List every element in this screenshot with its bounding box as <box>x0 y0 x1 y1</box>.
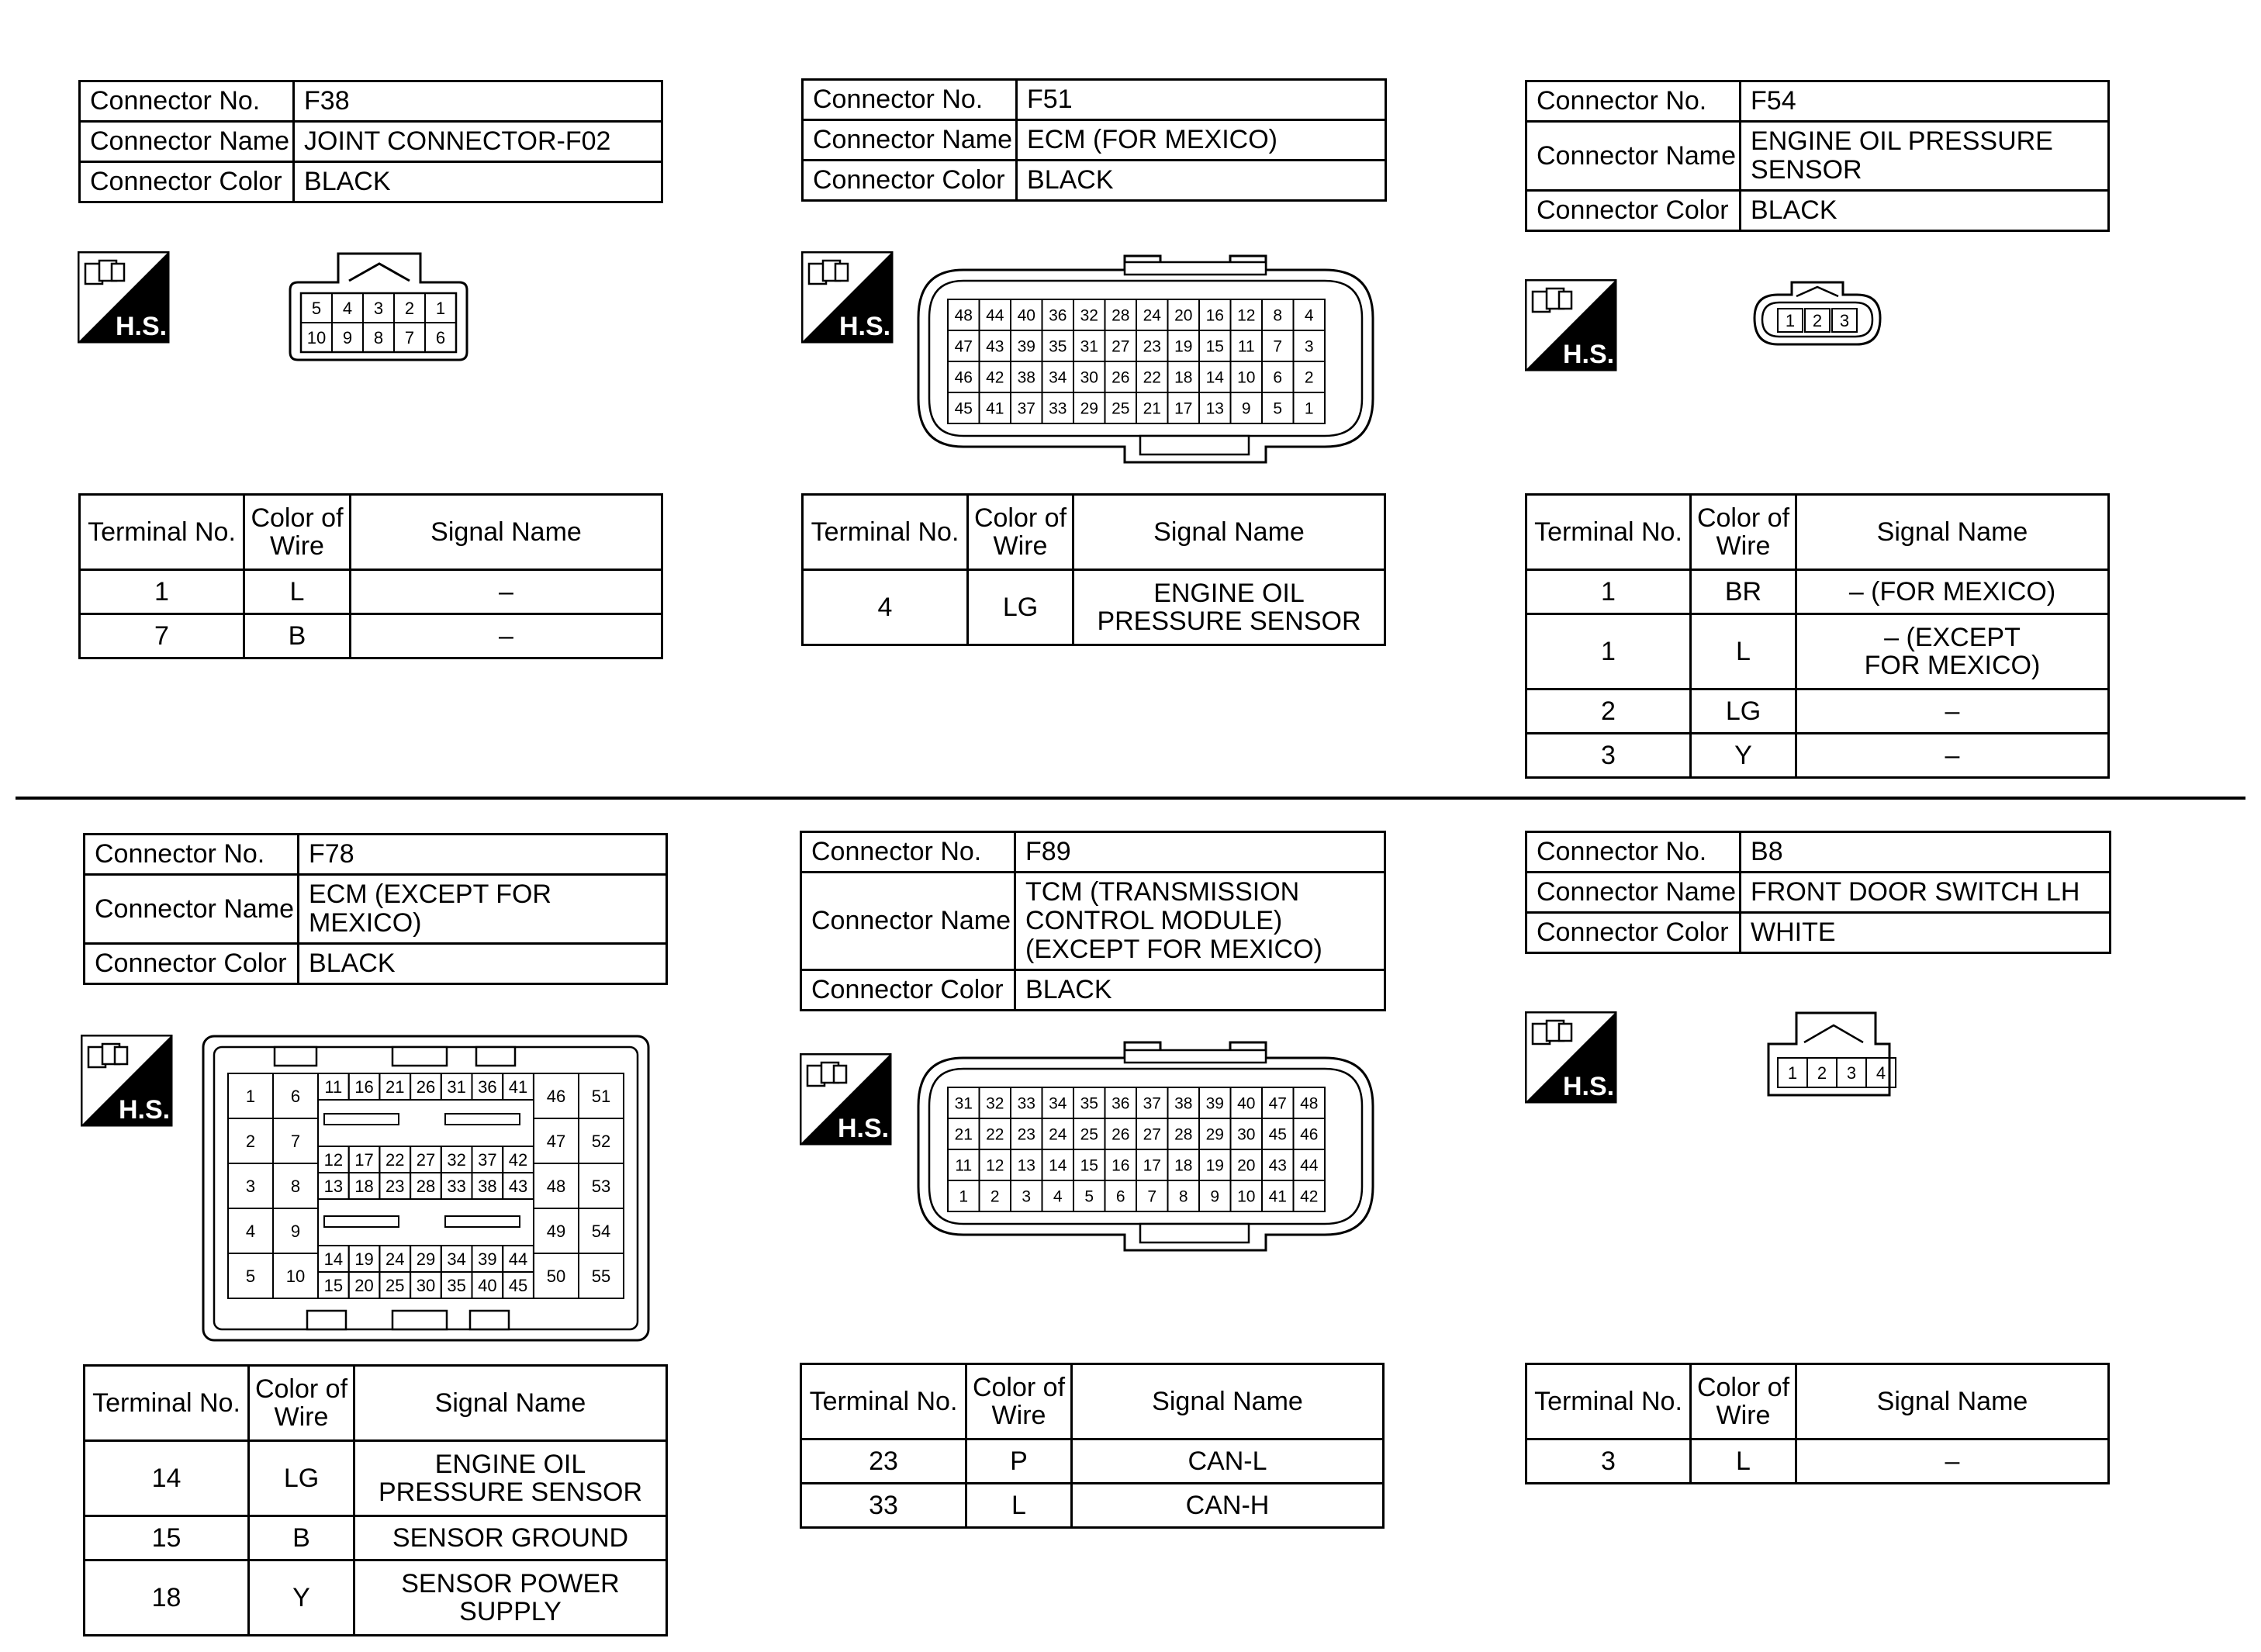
pin-label: 3 <box>1304 337 1314 356</box>
pin-label: 46 <box>1300 1125 1319 1144</box>
pin-label: 29 <box>1205 1125 1224 1144</box>
pin-label: 38 <box>1174 1094 1193 1113</box>
pin-label: 32 <box>447 1149 466 1170</box>
pin-label: 1 <box>245 1086 256 1106</box>
connector-color-label: Connector Color <box>1526 191 1741 231</box>
pin-label: 42 <box>1300 1187 1319 1206</box>
pin-label: 9 <box>1210 1187 1220 1206</box>
hs-label: H.S. <box>118 1095 171 1125</box>
connector-no-label: Connector No. <box>801 832 1015 873</box>
pin-label: 12 <box>1237 306 1256 325</box>
pin-label: 16 <box>1205 306 1224 325</box>
pin-label: 16 <box>1111 1156 1130 1175</box>
pin-label: 23 <box>1017 1125 1035 1144</box>
pin-label: 4 <box>1876 1063 1886 1083</box>
pin-label: 38 <box>1017 368 1035 387</box>
connector-no-label: Connector No. <box>1526 832 1741 873</box>
pin-label: 39 <box>478 1249 497 1269</box>
table-row: 33 L CAN-H <box>801 1484 1384 1528</box>
pin-label: 14 <box>323 1249 344 1269</box>
connector-no-label: Connector No. <box>85 835 299 875</box>
pin-label: 15 <box>1080 1156 1098 1175</box>
pin-label: 43 <box>508 1176 528 1196</box>
pin-label: 19 <box>1174 337 1193 356</box>
harness-side-icon <box>1525 279 1618 372</box>
terminal-table-f78 <box>83 1364 668 1636</box>
connector-no-value: F89 <box>1015 832 1385 873</box>
connector-no-value: F51 <box>1017 80 1386 120</box>
connector-color-value: BLACK <box>1015 970 1385 1011</box>
pin-label: 17 <box>1174 399 1193 418</box>
pin-label: 45 <box>1268 1125 1287 1144</box>
pin-label: 45 <box>508 1275 528 1295</box>
pin-label: 6 <box>290 1086 301 1106</box>
pin-label: 44 <box>986 306 1004 325</box>
pin-label: 47 <box>546 1131 566 1151</box>
terminal-table-f38 <box>78 493 663 659</box>
terminal-no-header: Terminal No. <box>801 1364 966 1439</box>
pin-label: 20 <box>354 1275 374 1295</box>
pin-label: 40 <box>478 1275 497 1295</box>
pin-label: 54 <box>591 1221 611 1241</box>
pin-label: 7 <box>1273 337 1283 356</box>
pin-label: 44 <box>1300 1156 1319 1175</box>
pin-label: 9 <box>342 327 353 347</box>
signal-name-header: Signal Name <box>1073 495 1385 570</box>
connector-name-value: ECM (EXCEPT FOR MEXICO) <box>299 875 667 944</box>
terminal-table-f54 <box>1525 493 2110 779</box>
terminal-table-b8 <box>1525 1363 2110 1484</box>
pin-label: 1 <box>1787 1063 1798 1083</box>
pin-label: 30 <box>1080 368 1098 387</box>
pin-label: 31 <box>954 1094 973 1113</box>
wire-color-header: Color of Wire <box>1691 1364 1796 1439</box>
pin-label: 25 <box>1080 1125 1098 1144</box>
pin-label: 22 <box>385 1149 405 1170</box>
pin-label: 4 <box>245 1221 256 1241</box>
pin-label: 12 <box>986 1156 1004 1175</box>
pin-label: 42 <box>986 368 1004 387</box>
pin-label: 42 <box>508 1149 528 1170</box>
table-row: 2 LG – <box>1526 689 2109 734</box>
pin-label: 49 <box>546 1221 566 1241</box>
pin-label: 25 <box>1111 399 1130 418</box>
pin-label: 1 <box>435 298 446 318</box>
terminal-no-header: Terminal No. <box>80 495 244 570</box>
pin-label: 8 <box>373 327 384 347</box>
connector-name-value: JOINT CONNECTOR-F02 <box>294 122 662 162</box>
pin-label: 11 <box>1237 337 1255 356</box>
pin-label: 12 <box>323 1149 344 1170</box>
pin-label: 28 <box>1174 1125 1193 1144</box>
pin-label: 14 <box>1205 368 1224 387</box>
pin-label: 27 <box>416 1149 436 1170</box>
signal-name-header: Signal Name <box>354 1366 667 1441</box>
pin-label: 25 <box>385 1275 405 1295</box>
table-row: 3 Y – <box>1526 734 2109 778</box>
connector-name-label: Connector Name <box>80 122 294 162</box>
pin-label: 22 <box>986 1125 1004 1144</box>
pin-label: 6 <box>1273 368 1283 387</box>
pin-label: 8 <box>1273 306 1283 325</box>
connector-name-label: Connector Name <box>1526 873 1741 913</box>
pin-label: 10 <box>285 1266 306 1286</box>
pin-label: 9 <box>1241 399 1251 418</box>
pin-label: 24 <box>1143 306 1161 325</box>
terminal-table-f51 <box>801 493 1386 646</box>
connector-color-value: BLACK <box>1741 191 2109 231</box>
connector-no-value: F38 <box>294 81 662 122</box>
connector-name-value: FRONT DOOR SWITCH LH <box>1741 873 2111 913</box>
pin-label: 13 <box>1205 399 1224 418</box>
signal-name-header: Signal Name <box>1072 1364 1384 1439</box>
pin-label: 5 <box>1273 399 1283 418</box>
section-separator <box>16 797 2245 800</box>
connector-no-label: Connector No. <box>1526 81 1741 122</box>
wire-color-header: Color of Wire <box>249 1366 354 1441</box>
pin-label: 10 <box>306 327 327 347</box>
pin-label: 3 <box>1839 311 1850 330</box>
pin-label: 32 <box>986 1094 1004 1113</box>
pin-label: 3 <box>245 1176 256 1196</box>
pin-label: 4 <box>1304 306 1314 325</box>
pin-label: 48 <box>546 1176 566 1196</box>
pin-label: 38 <box>478 1176 497 1196</box>
pin-label: 23 <box>385 1176 405 1196</box>
connector-info-f38 <box>78 80 663 203</box>
terminal-no-header: Terminal No. <box>803 495 968 570</box>
pin-label: 14 <box>1049 1156 1067 1175</box>
pin-label: 30 <box>416 1275 436 1295</box>
pin-label: 17 <box>354 1149 374 1170</box>
connector-color-value: WHITE <box>1741 913 2111 953</box>
pin-label: 5 <box>1084 1187 1094 1206</box>
pin-label: 41 <box>508 1077 528 1097</box>
hs-label: H.S. <box>838 312 891 341</box>
table-row: 15 B SENSOR GROUND <box>85 1516 667 1560</box>
pin-label: 1 <box>1304 399 1314 418</box>
connector-color-label: Connector Color <box>85 944 299 984</box>
pin-label: 39 <box>1205 1094 1224 1113</box>
terminal-no-header: Terminal No. <box>1526 495 1691 570</box>
pin-label: 50 <box>546 1266 566 1286</box>
pin-label: 6 <box>435 327 446 347</box>
pin-label: 2 <box>245 1131 256 1151</box>
pin-label: 39 <box>1017 337 1035 356</box>
table-row: 1 L – <box>80 570 662 614</box>
pin-label: 18 <box>354 1176 374 1196</box>
table-row: 3 L – <box>1526 1439 2109 1484</box>
pin-label: 33 <box>1017 1094 1035 1113</box>
pin-label: 55 <box>591 1266 611 1286</box>
pin-label: 35 <box>1080 1094 1098 1113</box>
pin-label: 29 <box>1080 399 1098 418</box>
connector-name-label: Connector Name <box>1526 122 1741 191</box>
wire-color-header: Color of Wire <box>1691 495 1796 570</box>
pin-label: 40 <box>1017 306 1035 325</box>
hs-label: H.S. <box>1562 1072 1615 1101</box>
connector-info-b8 <box>1525 831 2111 954</box>
connector-info-f51 <box>801 78 1387 202</box>
pin-label: 45 <box>954 399 973 418</box>
pin-label: 31 <box>447 1077 466 1097</box>
pin-label: 26 <box>1111 1125 1130 1144</box>
pin-label: 37 <box>1143 1094 1161 1113</box>
pin-label: 28 <box>1111 306 1130 325</box>
connector-color-label: Connector Color <box>801 970 1015 1011</box>
connector-info-f89 <box>800 831 1386 1011</box>
connector-color-label: Connector Color <box>1526 913 1741 953</box>
connector-face-f51 <box>915 253 1381 467</box>
connector-face-f89 <box>915 1039 1381 1256</box>
pin-label: 47 <box>1268 1094 1287 1113</box>
pin-label: 11 <box>955 1156 973 1175</box>
terminal-no-header: Terminal No. <box>85 1366 249 1441</box>
pin-label: 13 <box>323 1176 344 1196</box>
pin-label: 34 <box>1049 1094 1067 1113</box>
connector-color-label: Connector Color <box>80 162 294 202</box>
pin-label: 20 <box>1237 1156 1256 1175</box>
pin-label: 33 <box>447 1176 466 1196</box>
pin-label: 27 <box>1111 337 1130 356</box>
pin-label: 53 <box>591 1176 611 1196</box>
pin-label: 18 <box>1174 1156 1193 1175</box>
pin-label: 37 <box>478 1149 497 1170</box>
pin-label: 5 <box>311 298 322 318</box>
pin-label: 46 <box>954 368 973 387</box>
pin-label: 41 <box>986 399 1004 418</box>
pin-label: 21 <box>385 1077 405 1097</box>
table-row: 1 L – (EXCEPT FOR MEXICO) <box>1526 614 2109 689</box>
pin-label: 36 <box>1111 1094 1130 1113</box>
connector-no-value: B8 <box>1741 832 2111 873</box>
pin-label: 24 <box>1049 1125 1067 1144</box>
pin-label: 40 <box>1237 1094 1256 1113</box>
pin-label: 13 <box>1017 1156 1035 1175</box>
table-row: 14 LG ENGINE OIL PRESSURE SENSOR <box>85 1441 667 1516</box>
terminal-table-f89 <box>800 1363 1385 1529</box>
pin-label: 47 <box>954 337 973 356</box>
wire-color-header: Color of Wire <box>244 495 351 570</box>
hs-label: H.S. <box>1562 340 1615 369</box>
pin-label: 29 <box>416 1249 436 1269</box>
connector-no-value: F78 <box>299 835 667 875</box>
connector-name-label: Connector Name <box>801 873 1015 970</box>
pin-label: 7 <box>1147 1187 1157 1206</box>
pin-label: 31 <box>1080 337 1098 356</box>
pin-label: 2 <box>1304 368 1314 387</box>
hs-label: H.S. <box>837 1114 890 1143</box>
pin-label: 10 <box>1237 1187 1256 1206</box>
pin-label: 26 <box>416 1077 436 1097</box>
pin-label: 30 <box>1237 1125 1256 1144</box>
table-row: 1 BR – (FOR MEXICO) <box>1526 570 2109 614</box>
connector-info-f78 <box>83 833 668 985</box>
connector-no-label: Connector No. <box>803 80 1017 120</box>
connector-name-label: Connector Name <box>803 120 1017 161</box>
pin-label: 27 <box>1143 1125 1161 1144</box>
harness-side-icon <box>81 1035 174 1128</box>
pin-label: 22 <box>1143 368 1161 387</box>
pin-label: 7 <box>290 1131 301 1151</box>
connector-face-f38 <box>287 250 473 366</box>
pin-label: 46 <box>546 1086 566 1106</box>
pin-label: 19 <box>1205 1156 1224 1175</box>
pin-label: 4 <box>342 298 353 318</box>
pin-label: 23 <box>1143 337 1161 356</box>
connector-name-value: TCM (TRANSMISSION CONTROL MODULE) (EXCEPT FOR MEXICO) <box>1015 873 1385 970</box>
pin-label: 33 <box>1049 399 1067 418</box>
connector-name-label: Connector Name <box>85 875 299 944</box>
pin-label: 34 <box>1049 368 1067 387</box>
connector-face-f54 <box>1751 279 1886 357</box>
pin-label: 26 <box>1111 368 1130 387</box>
pin-label: 36 <box>1049 306 1067 325</box>
pin-label: 20 <box>1174 306 1193 325</box>
connector-color-label: Connector Color <box>803 161 1017 201</box>
pin-label: 19 <box>354 1249 374 1269</box>
pin-label: 15 <box>1205 337 1224 356</box>
pin-label: 34 <box>447 1249 466 1269</box>
connector-name-value: ECM (FOR MEXICO) <box>1017 120 1386 161</box>
pin-label: 3 <box>373 298 384 318</box>
pin-label: 51 <box>591 1086 611 1106</box>
pin-label: 16 <box>354 1077 374 1097</box>
connector-color-value: BLACK <box>1017 161 1386 201</box>
terminal-no-header: Terminal No. <box>1526 1364 1691 1439</box>
pin-label: 4 <box>1053 1187 1063 1206</box>
table-row: 4 LG ENGINE OIL PRESSURE SENSOR <box>803 570 1385 645</box>
connector-name-value: ENGINE OIL PRESSURE SENSOR <box>1741 122 2109 191</box>
pin-label: 28 <box>416 1176 436 1196</box>
pin-label: 1 <box>959 1187 969 1206</box>
pin-label: 2 <box>990 1187 1000 1206</box>
pin-label: 17 <box>1143 1156 1161 1175</box>
connector-info-f54 <box>1525 80 2110 232</box>
signal-name-header: Signal Name <box>1796 1364 2109 1439</box>
table-row: 18 Y SENSOR POWER SUPPLY <box>85 1560 667 1636</box>
connector-color-value: BLACK <box>299 944 667 984</box>
pin-label: 8 <box>290 1176 301 1196</box>
pin-label: 32 <box>1080 306 1098 325</box>
pin-label: 36 <box>478 1077 497 1097</box>
pin-label: 9 <box>290 1221 301 1241</box>
pin-label: 2 <box>404 298 415 318</box>
pin-label: 8 <box>1178 1187 1188 1206</box>
pin-label: 5 <box>245 1266 256 1286</box>
harness-side-icon <box>1525 1011 1618 1104</box>
connector-no-label: Connector No. <box>80 81 294 122</box>
pin-label: 24 <box>385 1249 405 1269</box>
wire-color-header: Color of Wire <box>968 495 1073 570</box>
pin-label: 15 <box>323 1275 344 1295</box>
wire-color-header: Color of Wire <box>966 1364 1072 1439</box>
pin-label: 21 <box>1143 399 1161 418</box>
pin-label: 37 <box>1017 399 1035 418</box>
pin-label: 6 <box>1115 1187 1125 1206</box>
harness-side-icon <box>801 251 894 344</box>
pin-label: 35 <box>447 1275 466 1295</box>
signal-name-header: Signal Name <box>1796 495 2109 570</box>
pin-label: 3 <box>1022 1187 1032 1206</box>
harness-side-icon <box>800 1053 893 1146</box>
pin-label: 11 <box>324 1077 343 1097</box>
pin-label: 2 <box>1817 1063 1827 1083</box>
table-row: 7 B – <box>80 614 662 658</box>
pin-label: 48 <box>1300 1094 1319 1113</box>
hs-label: H.S. <box>115 312 168 341</box>
pin-label: 1 <box>1785 311 1796 330</box>
pin-label: 3 <box>1846 1063 1857 1083</box>
harness-side-icon <box>78 251 171 344</box>
pin-label: 41 <box>1268 1187 1287 1206</box>
connector-face-f78 <box>200 1033 652 1345</box>
pin-label: 10 <box>1237 368 1256 387</box>
signal-name-header: Signal Name <box>351 495 662 570</box>
pin-label: 43 <box>986 337 1004 356</box>
pin-label: 18 <box>1174 368 1193 387</box>
table-row: 23 P CAN-L <box>801 1439 1384 1484</box>
pin-label: 48 <box>954 306 973 325</box>
pin-label: 52 <box>591 1131 611 1151</box>
pin-label: 7 <box>404 327 415 347</box>
pin-label: 21 <box>954 1125 973 1144</box>
connector-color-value: BLACK <box>294 162 662 202</box>
pin-label: 35 <box>1049 337 1067 356</box>
pin-label: 43 <box>1268 1156 1287 1175</box>
connector-no-value: F54 <box>1741 81 2109 122</box>
pin-label: 44 <box>508 1249 528 1269</box>
pin-label: 2 <box>1812 311 1823 330</box>
connector-face-b8 <box>1765 1010 1897 1100</box>
